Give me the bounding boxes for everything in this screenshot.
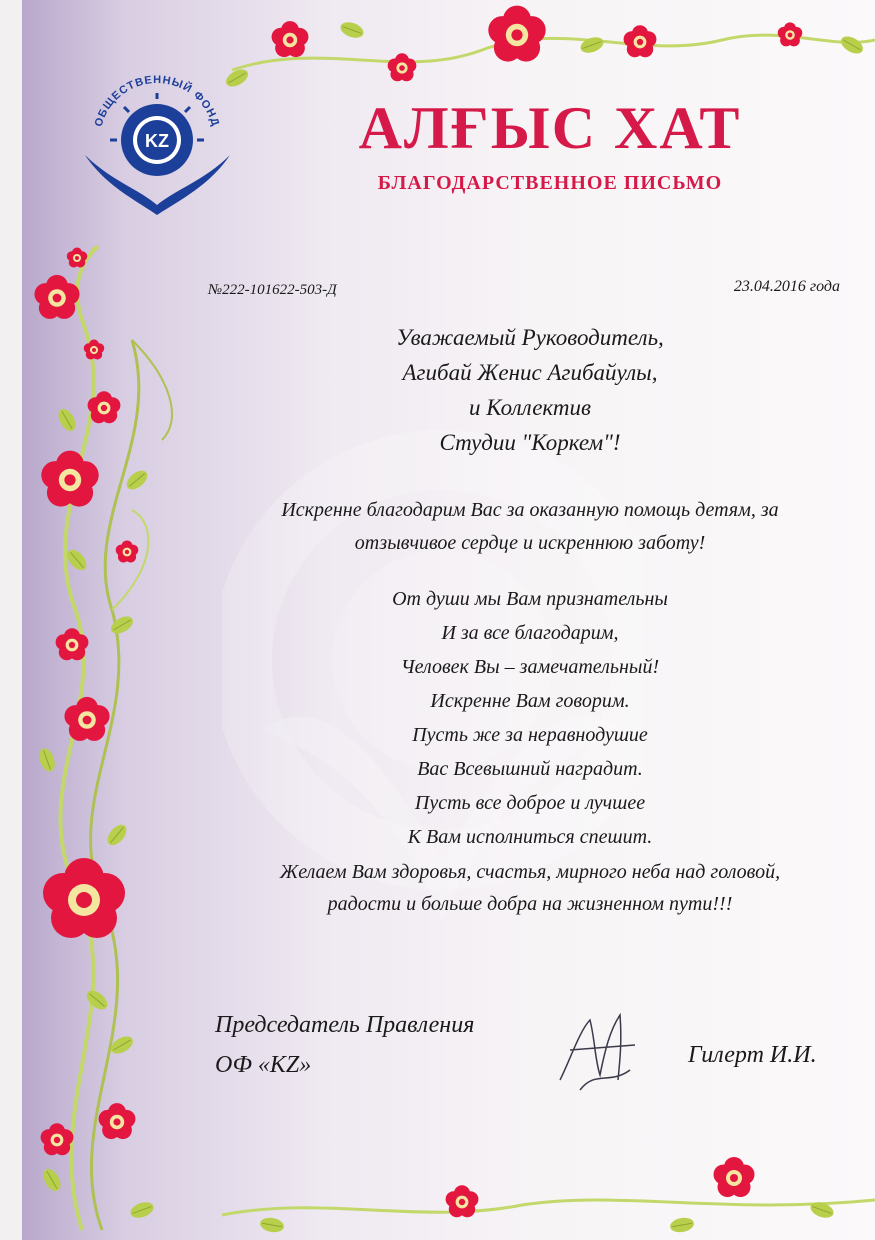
signer-name: Гилерт И.И. (688, 1042, 817, 1068)
poem-line: Пусть же за неравнодушие (412, 724, 648, 746)
thanks-line: Искренне благодарим Вас за оказанную помощь детям, за (281, 499, 779, 521)
signer-position-line: Председатель Правления (215, 1012, 475, 1038)
poem-block (200, 582, 860, 854)
greeting-block (200, 320, 860, 460)
poem-line: От души мы Вам признательны (392, 588, 668, 610)
greeting-line: Уважаемый Руководитель, (396, 325, 664, 350)
foundation-logo (70, 55, 245, 220)
handwritten-signature (550, 1000, 650, 1100)
paper-edge (0, 0, 22, 1240)
poem-line: К Вам исполниться спешит. (407, 826, 653, 848)
greeting-line: Студии "Коркем"! (439, 430, 621, 455)
document-number: №222-101622-503-Д (208, 282, 337, 298)
wish-paragraph (200, 856, 860, 920)
signer-position (215, 1005, 474, 1085)
poem-line: И за все благодарим, (441, 622, 619, 644)
signer-organization: ОФ «KZ» (215, 1052, 312, 1078)
thanks-line: отзывчивое сердце и искреннюю заботу! (354, 532, 706, 554)
poem-line: Искренне Вам говорим. (430, 690, 630, 712)
svg-text:KZ: KZ (145, 131, 169, 151)
poem-line: Вас Всевышний наградит. (417, 758, 643, 780)
wish-line: Желаем Вам здоровья, счастья, мирного неба над головой, (279, 861, 781, 883)
poem-line: Пусть все доброе и лучшее (414, 792, 646, 814)
svg-text:ОБЩЕСТВЕННЫЙ ФОНД: ОБЩЕСТВЕННЫЙ ФОНД (92, 73, 222, 129)
wish-line: радости и больше добра на жизненном пути!!! (327, 893, 733, 915)
certificate-title: АЛҒЫС ХАТ (358, 95, 742, 161)
thanks-paragraph (200, 494, 860, 560)
greeting-line: Агибай Женис Агибайулы, (402, 360, 658, 385)
document-date: 23.04.2016 года (733, 278, 840, 295)
certificate-subtitle: БЛАГОДАРСТВЕННОЕ ПИСЬМО (377, 172, 723, 194)
greeting-line: и Коллектив (469, 395, 591, 420)
poem-line: Человек Вы – замечательный! (400, 656, 660, 678)
